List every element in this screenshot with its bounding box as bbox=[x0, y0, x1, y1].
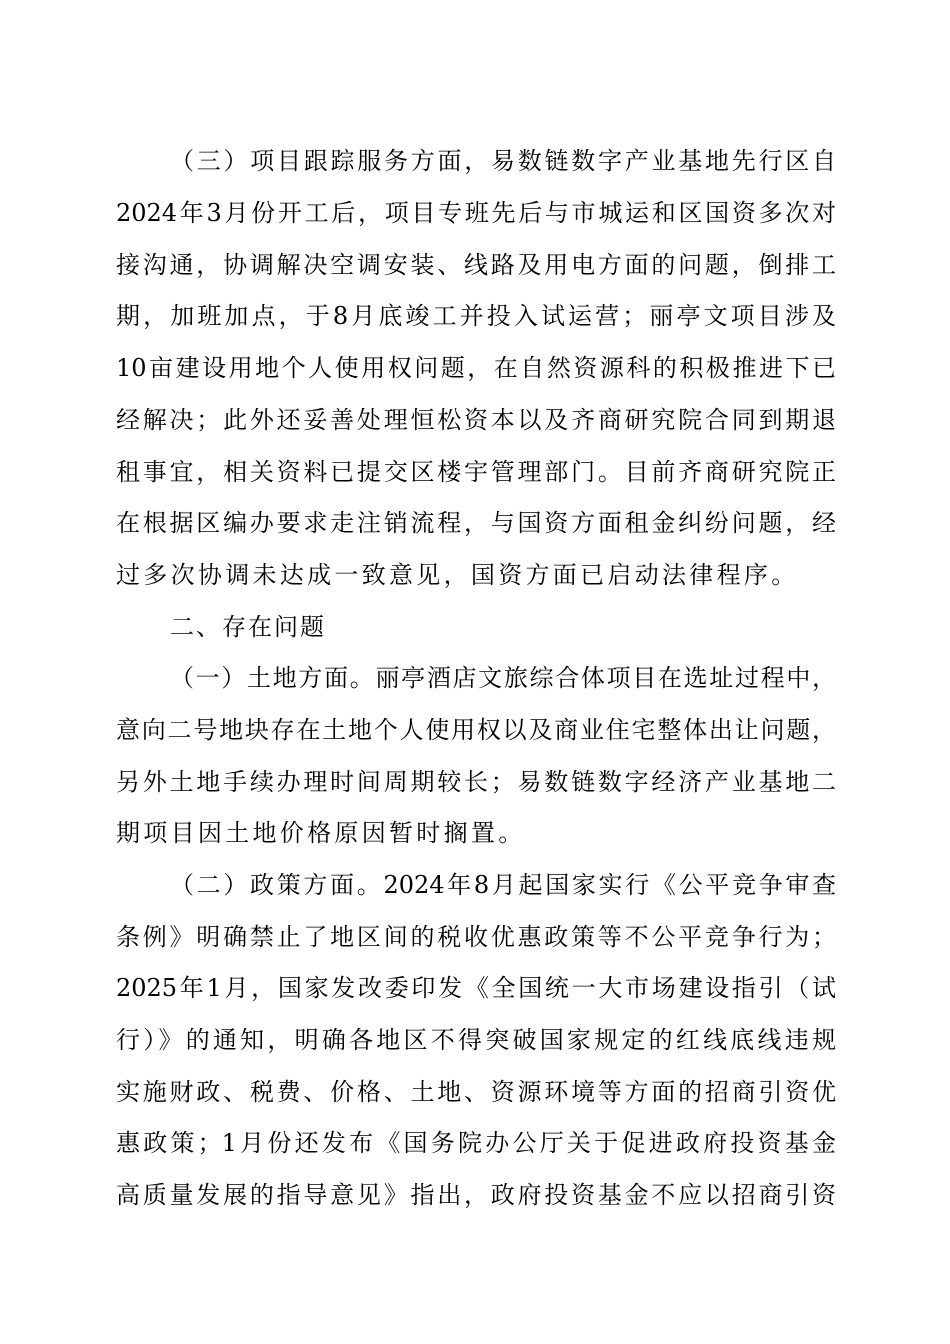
section-heading: 二、存在问题 bbox=[170, 613, 326, 641]
paragraph-line: 2025年1月，国家发改委印发《全国统一大市场建设指引（试 bbox=[116, 974, 836, 1002]
paragraph-line: （二）政策方面。2024年8月起国家实行《公平竞争审查 bbox=[170, 871, 837, 899]
paragraph-line: （三）项目跟踪服务方面，易数链数字产业基地先行区自 bbox=[170, 147, 836, 175]
paragraph-line: 期，加班加点，于8月底竣工并投入试运营；丽亭文项目涉及 bbox=[116, 302, 836, 330]
paragraph-line: 在根据区编办要求走注销流程，与国资方面租金纠纷问题，经 bbox=[116, 509, 836, 537]
issue-lead: （一）土地方面。 bbox=[170, 664, 376, 692]
paragraph-line: 过多次协调未达成一致意见，国资方面已启动法律程序。 bbox=[116, 561, 799, 589]
paragraph-line: 期项目因土地价格原因暂时搁置。 bbox=[116, 819, 526, 847]
paragraph-line: 意向二号地块存在土地个人使用权以及商业住宅整体出让问题， bbox=[116, 716, 836, 744]
paragraph-line: 行）》的通知，明确各地区不得突破国家规定的红线底线违规 bbox=[116, 1026, 836, 1054]
paragraph-line: 高质量发展的指导意见》指出，政府投资基金不应以招商引资 bbox=[116, 1181, 836, 1209]
paragraph-line: 另外土地手续办理时间周期较长；易数链数字经济产业基地二 bbox=[116, 768, 836, 796]
paragraph-line: 经解决；此外还妥善处理恒松资本以及齐商研究院合同到期退 bbox=[116, 406, 836, 434]
paragraph-line: 2024年3月份开工后，项目专班先后与市城运和区国资多次对 bbox=[116, 199, 836, 227]
paragraph-line: 10亩建设用地个人使用权问题，在自然资源科的积极推进下已 bbox=[116, 354, 836, 382]
paragraph-line: 条例》明确禁止了地区间的税收优惠政策等不公平竞争行为； bbox=[116, 923, 836, 951]
issue-lead: （二）政策方面。 bbox=[170, 871, 384, 899]
paragraph-line: 惠政策；1月份还发布《国务院办公厅关于促进政府投资基金 bbox=[116, 1129, 836, 1157]
paragraph-line: 租事宜，相关资料已提交区楼宇管理部门。目前齐商研究院正 bbox=[116, 458, 836, 486]
paragraph-line: 接沟通，协调解决空调安装、线路及用电方面的问题，倒排工 bbox=[116, 251, 836, 279]
paragraph-line: （一）土地方面。丽亭酒店文旅综合体项目在选址过程中， bbox=[170, 664, 837, 692]
section-lead: （三）项目跟踪服务方面， bbox=[170, 147, 491, 175]
paragraph-line: 实施财政、税费、价格、土地、资源环境等方面的招商引资优 bbox=[116, 1078, 836, 1106]
